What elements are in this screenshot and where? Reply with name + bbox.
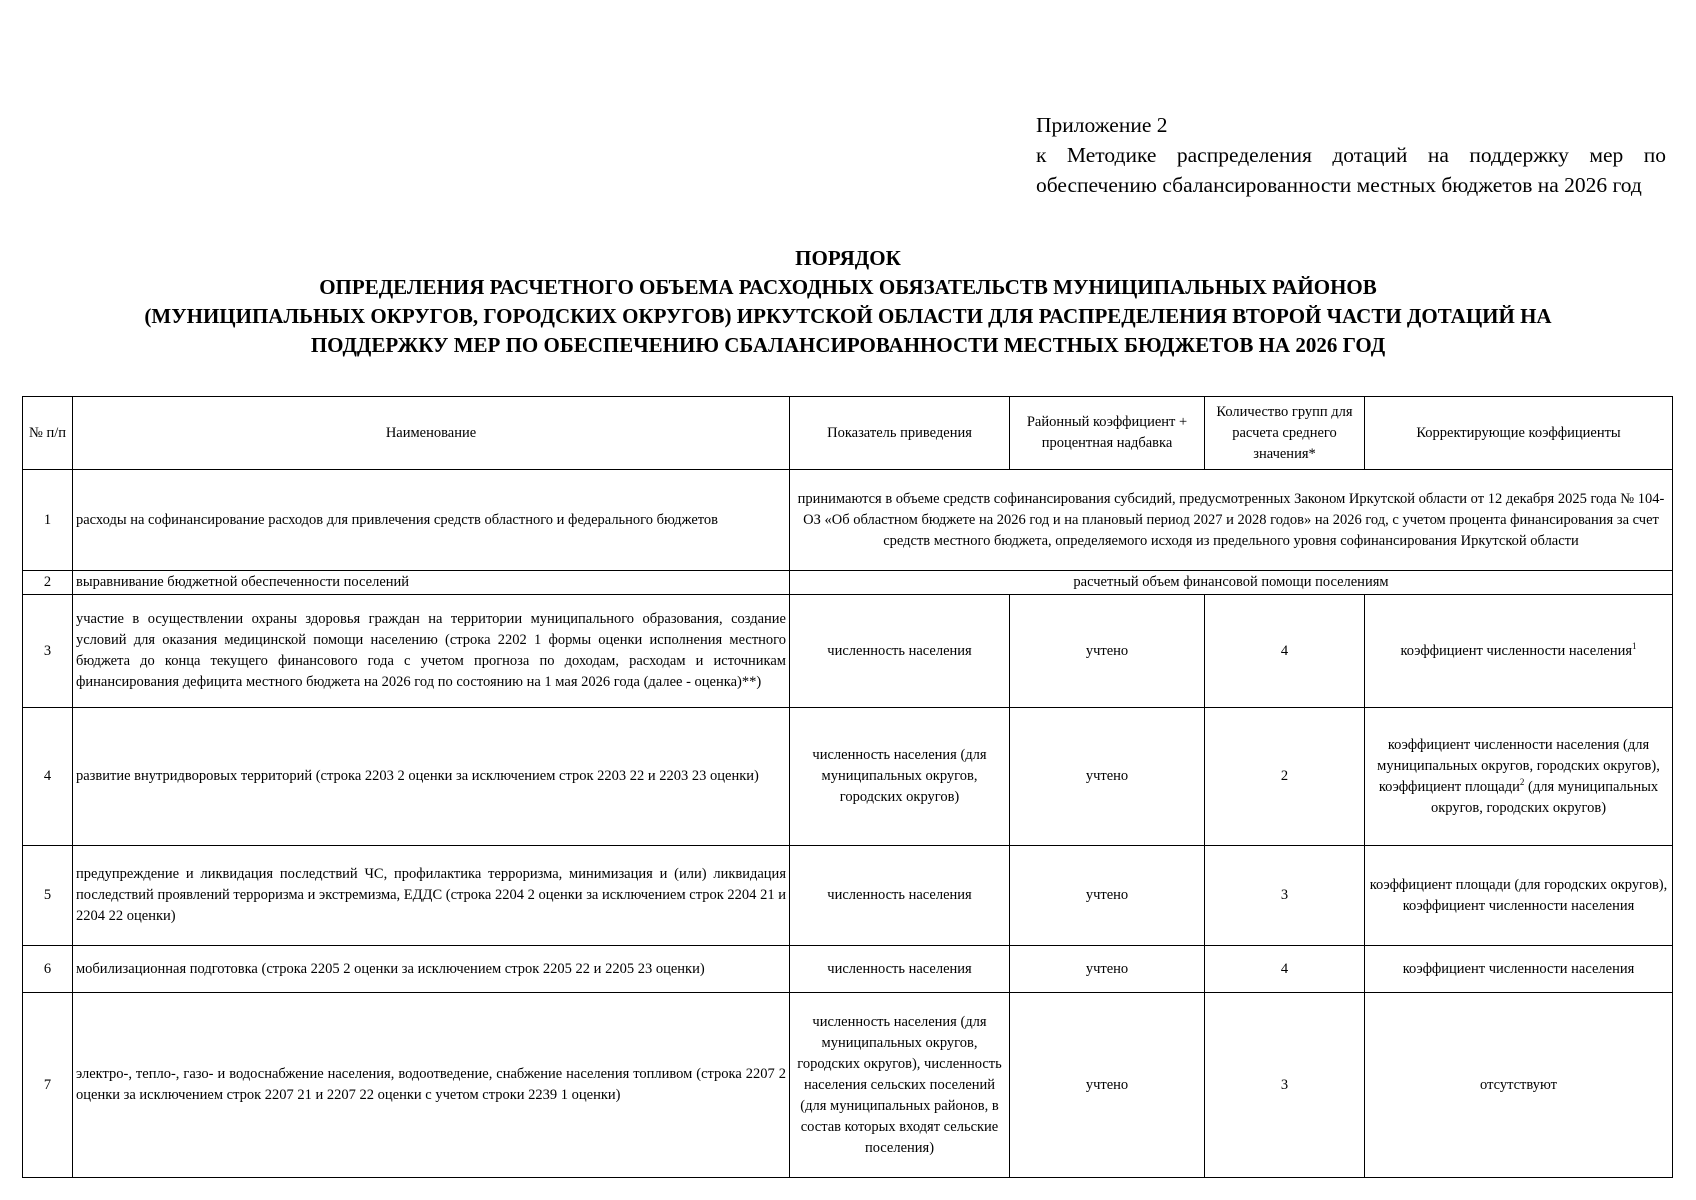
row-coefficient: учтено <box>1010 946 1205 993</box>
row-correction: коэффициент численности населения <box>1365 946 1673 993</box>
title-line-2: ОПРЕДЕЛЕНИЯ РАСЧЕТНОГО ОБЪЕМА РАСХОДНЫХ ОБЯЗАТЕЛЬСТВ МУНИЦИПАЛЬНЫХ РАЙОНОВ <box>319 275 1377 299</box>
correction-text: коэффициент численности населения (для муниципальных округов, городских округов), коэффициент площади <box>1377 736 1660 795</box>
row-groups: 2 <box>1205 708 1365 846</box>
footnote-mark: 2 <box>1519 776 1525 787</box>
title-line-4: ПОДДЕРЖКУ МЕР ПО ОБЕСПЕЧЕНИЮ СБАЛАНСИРОВАННОСТИ МЕСТНЫХ БЮДЖЕТОВ НА 2026 ГОД <box>310 333 1386 357</box>
table-row <box>23 846 1673 946</box>
table-row <box>23 946 1673 993</box>
header-groups: Количество групп для расчета среднего значения* <box>1205 397 1365 470</box>
row-num: 6 <box>23 946 73 993</box>
table-row <box>23 708 1673 846</box>
row-num: 7 <box>23 993 73 1178</box>
row-name: выравнивание бюджетной обеспеченности поселений <box>73 571 790 595</box>
document-title <box>0 244 1696 360</box>
table-header-row <box>23 397 1673 470</box>
title-line-1: ПОРЯДОК <box>795 246 901 270</box>
header-correction: Корректирующие коэффициенты <box>1365 397 1673 470</box>
header-num: № п/п <box>23 397 73 470</box>
row-merged-note: принимаются в объеме средств софинансирования субсидий, предусмотренных Законом Иркутской области от 12 декабря 2025 года № 104-ОЗ «Об областном бюджете на 2026 год и на плановый период 2027 и 2028 годов» на 2026 год, с учетом процента финансирования за счет средств местного бюджета, определяемого исходя из предельного уровня софинансирования Иркутской области <box>790 470 1673 571</box>
expenses-table <box>22 396 1673 1178</box>
row-num: 1 <box>23 470 73 571</box>
row-coefficient: учтено <box>1010 595 1205 708</box>
row-name: расходы на софинансирование расходов для привлечения средств областного и федерального бюджетов <box>73 470 790 571</box>
row-merged-note: расчетный объем финансовой помощи поселениям <box>790 571 1673 595</box>
header-indicator: Показатель приведения <box>790 397 1010 470</box>
row-coefficient: учтено <box>1010 993 1205 1178</box>
row-coefficient: учтено <box>1010 846 1205 946</box>
row-name: развитие внутридворовых территорий (строка 2203 2 оценки за исключением строк 2203 22 и 2203 23 оценки) <box>73 708 790 846</box>
row-indicator: численность населения <box>790 846 1010 946</box>
row-indicator: численность населения <box>790 595 1010 708</box>
row-groups: 3 <box>1205 846 1365 946</box>
row-name: предупреждение и ликвидация последствий ЧС, профилактика терроризма, минимизация и (или) ликвидация последствий проявлений терроризма и экстремизма, ЕДДС (строка 2204 2 оценки за исключением строк 2204 21 и 2204 22 оценки) <box>73 846 790 946</box>
table-row <box>23 595 1673 708</box>
row-correction: коэффициент площади (для городских округов), коэффициент численности населения <box>1365 846 1673 946</box>
row-correction <box>1365 595 1673 708</box>
correction-text: коэффициент численности населения <box>1400 642 1633 659</box>
row-groups: 3 <box>1205 993 1365 1178</box>
appendix-number: Приложение 2 <box>1036 113 1168 137</box>
row-name: электро-, тепло-, газо- и водоснабжение населения, водоотведение, снабжение населения топливом (строка 2207 2 оценки за исключением строк 2207 21 и 2207 22 оценки с учетом строки 2239 1 оценки) <box>73 993 790 1178</box>
table-row <box>23 993 1673 1178</box>
row-num: 4 <box>23 708 73 846</box>
row-name: мобилизационная подготовка (строка 2205 2 оценки за исключением строк 2205 22 и 2205 23 оценки) <box>73 946 790 993</box>
row-groups: 4 <box>1205 946 1365 993</box>
row-num: 2 <box>23 571 73 595</box>
footnote-mark: 1 <box>1632 640 1637 651</box>
row-indicator: численность населения (для муниципальных округов, городских округов), численность населения сельских поселений (для муниципальных районов, в состав которых входят сельские поселения) <box>790 993 1010 1178</box>
table-row <box>23 470 1673 571</box>
row-coefficient: учтено <box>1010 708 1205 846</box>
row-num: 3 <box>23 595 73 708</box>
row-num: 5 <box>23 846 73 946</box>
appendix-block <box>1036 110 1666 200</box>
row-indicator: численность населения (для муниципальных округов, городских округов) <box>790 708 1010 846</box>
row-indicator: численность населения <box>790 946 1010 993</box>
row-correction <box>1365 708 1673 846</box>
title-line-3: (МУНИЦИПАЛЬНЫХ ОКРУГОВ, ГОРОДСКИХ ОКРУГОВ) ИРКУТСКОЙ ОБЛАСТИ ДЛЯ РАСПРЕДЕЛЕНИЯ ВТОРОЙ ЧАСТИ ДОТАЦИЙ НА <box>144 304 1552 328</box>
row-correction: отсутствуют <box>1365 993 1673 1178</box>
row-groups: 4 <box>1205 595 1365 708</box>
table-row <box>23 571 1673 595</box>
header-coefficient: Районный коэффициент + процентная надбавка <box>1010 397 1205 470</box>
row-name: участие в осуществлении охраны здоровья граждан на территории муниципального образования, создание условий для оказания медицинской помощи населению (строка 2202 1 формы оценки исполнения местного бюджета до конца текущего финансового года с учетом прогноза по доходам, расходам и источникам финансирования дефицита местного бюджета на 2026 год по состоянию на 1 мая 2026 года (далее - оценка)**) <box>73 595 790 708</box>
appendix-reference: к Методике распределения дотаций на поддержку мер по обеспечению сбалансированности местных бюджетов на 2026 год <box>1036 143 1666 197</box>
correction-text-cont: (для муниципальных округов, городских округов) <box>1430 778 1659 816</box>
header-name: Наименование <box>73 397 790 470</box>
